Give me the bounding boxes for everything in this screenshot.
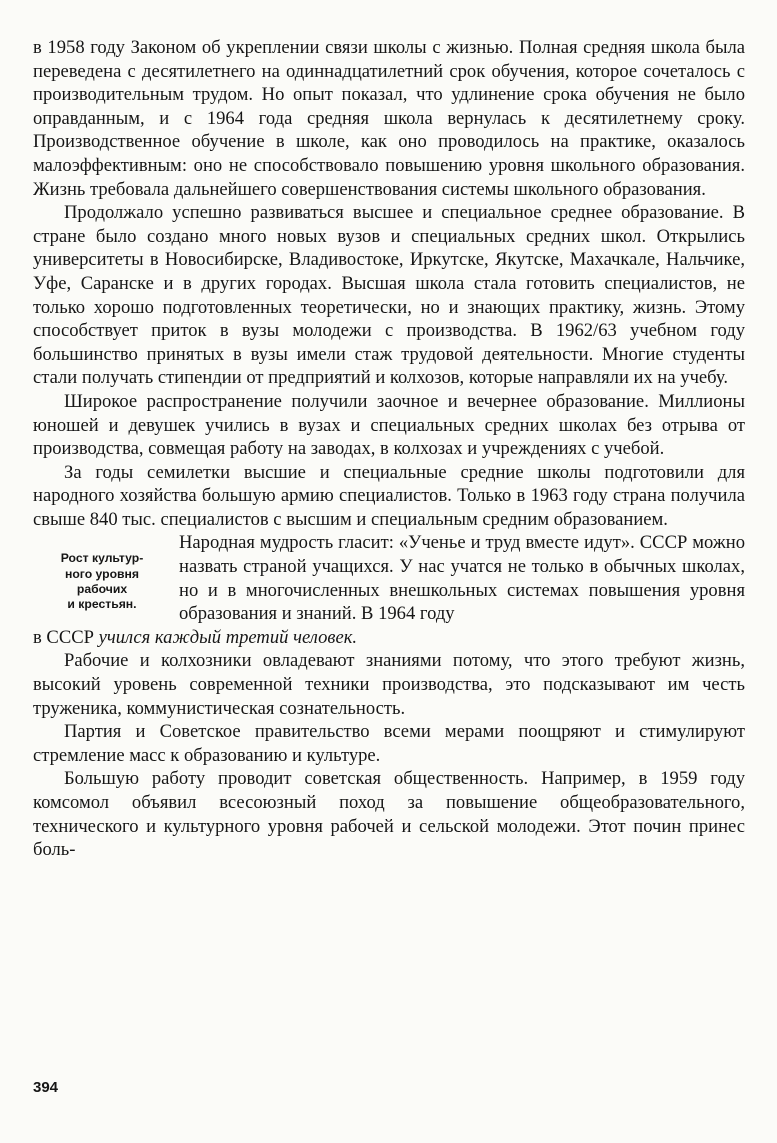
paragraph-7: Партия и Советское правительство всеми мерами поощряют и стимулируют стремление масс к образованию и культуре. [33, 721, 745, 766]
paragraph-5-tail [33, 626, 745, 650]
paragraph-6: Рабочие и колхозники овладевают знаниями потому, что этого требуют жизнь, высокий уровень современной техники производства, это подсказывают им честь труженика, коммунистическая сознательность. [33, 650, 745, 719]
margin-note [33, 531, 179, 612]
margin-note-line: Рост культур- [60, 551, 144, 566]
body-text [33, 36, 745, 862]
paragraph-2: Продолжало успешно развиваться высшее и специальное среднее образование. В стране было создано много новых вузов и специальных средних школ. Открылись университеты в Новосибирске, Владивостоке, Иркутске, Якутске, Махачкале, Нальчике, Уфе, Саранске и в других городах. Высшая школа стала готовить специалистов, не только хорошо подготовленных теоретически, но и знающих практику, жизнь. Этому способствует приток в вузы молодежи с производства. В 1962/63 учебном году большинство принятых в вузы имели стаж трудовой деятельности. Многие студенты стали получать стипендии от предприятий и колхозов, которые направляли их на учебу. [33, 202, 745, 389]
paragraph-4: За годы семилетки высшие и специальные средние школы подготовили для народного хозяйства большую армию специалистов. Только в 1963 году страна получила свыше 840 тыс. специалистов с высшим и специальным средним образованием. [33, 461, 745, 530]
margin-note-line: и крестьян. [67, 597, 137, 612]
paragraph-8: Большую работу проводит советская общественность. Например, в 1959 году комсомол объявил всесоюзный поход за повышение общеобразовательного, технического и культурного уровня рабочей и сельской молодежи. Этот почин принес боль- [33, 768, 745, 861]
margin-note-line: рабочих [76, 581, 128, 596]
paragraph-1: в 1958 году Законом об укреплении связи школы с жизнью. Полная средняя школа была переведена с десятилетнего на одиннадцатилетний срок обучения, которое сочеталось с производительным трудом. Но опыт показал, что удлинение срока обучения не было оправданным, и с 1964 года средняя школа вернулась к десятилетнему сроку. Производственное обучение в школе, как оно проводилось на практике, оказалось малоэффективным: оно не способствовало повышению уровня школьного образования. Жизнь требовала дальнейшего совершенствования системы школьного образования. [33, 37, 745, 200]
paragraph-5-side: Народная мудрость гласит: «Ученье и труд вместе идут». СССР можно назвать страной учащихся. У нас учатся не только в обычных школах, но и в многочисленных внешкольных системах повышения уровня образования и знаний. В 1964 году [179, 532, 745, 625]
side-note-block [33, 531, 745, 625]
page-number: 394 [33, 1079, 59, 1096]
paragraph-3: Широкое распространение получили заочное и вечернее образование. Миллионы юношей и девушек учились в вузах и специальных средних школах без отрыва от производства, совмещая работу на заводах, в колхозах и учреждениях с учебой. [33, 390, 745, 460]
margin-note-line: ного уровня [64, 566, 140, 581]
paragraph-5-emphasis: учился каждый третий человек. [98, 626, 358, 648]
paragraph-5-tail-text: в СССР [33, 626, 99, 648]
